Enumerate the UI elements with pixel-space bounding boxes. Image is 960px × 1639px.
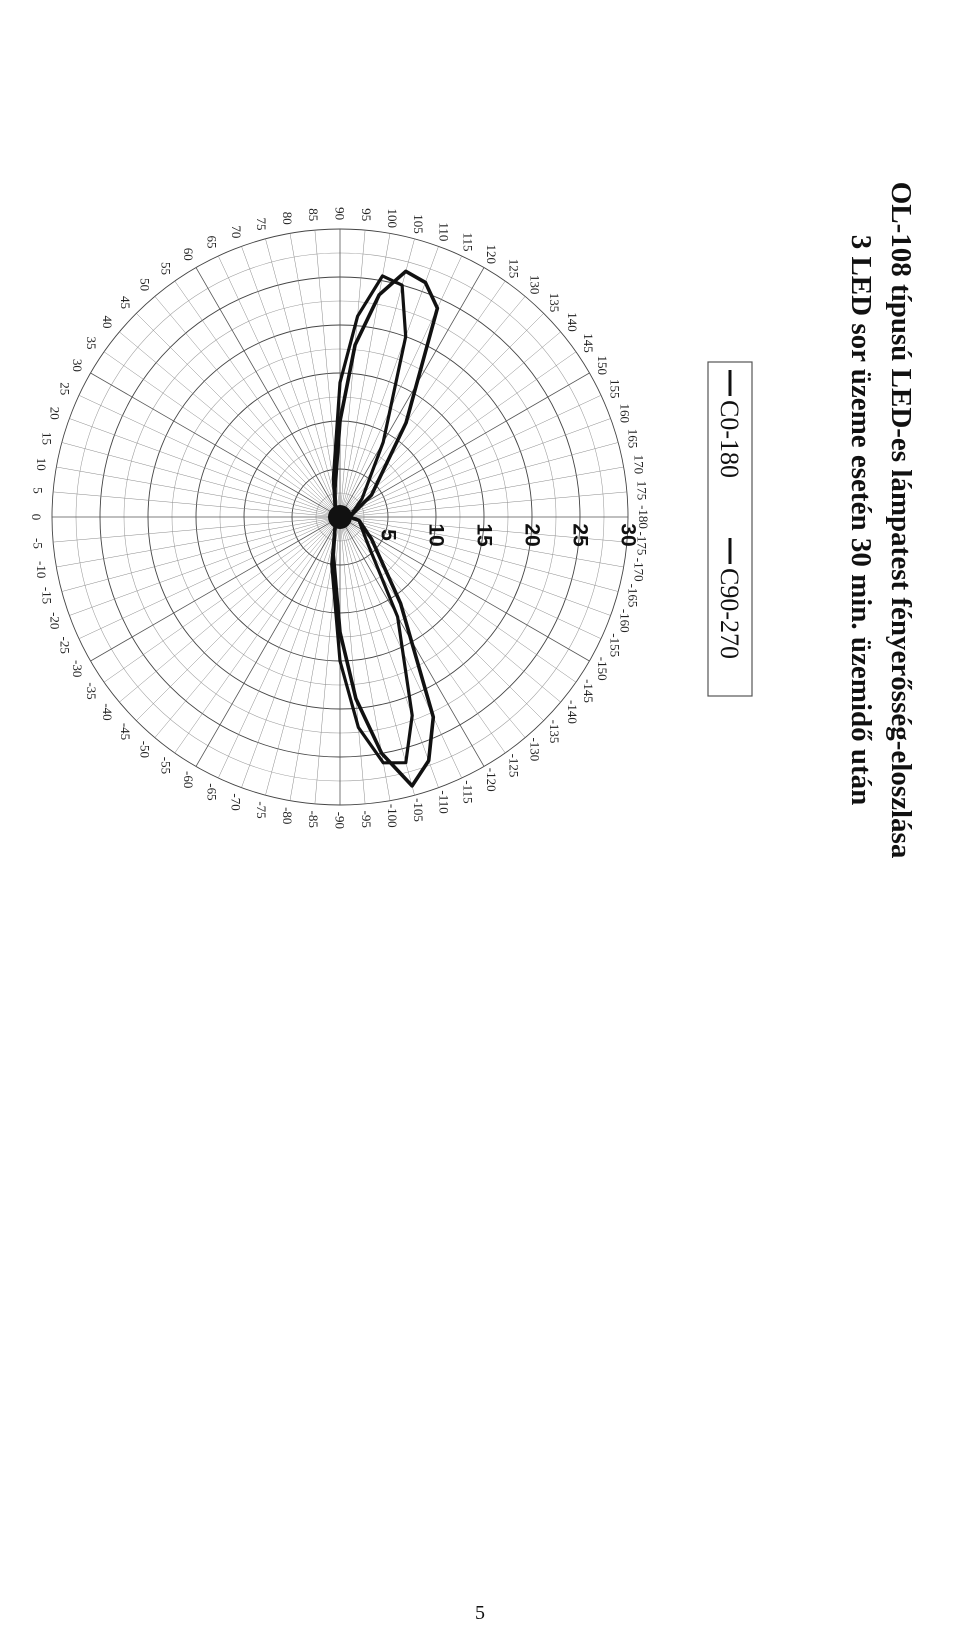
angle-tick-label: -5	[30, 538, 46, 549]
grid-spoke	[218, 517, 340, 778]
angle-tick-label: -60	[180, 771, 196, 789]
angle-tick-label: -95	[358, 810, 374, 828]
grid-spoke	[196, 268, 340, 517]
angle-tick-label: -40	[100, 703, 116, 721]
chart-title	[845, 182, 917, 859]
angle-tick-label: -75	[253, 801, 269, 819]
angle-tick-label: -65	[204, 783, 220, 801]
angle-tick-label: -35	[84, 682, 100, 700]
angle-tick-label: 170	[631, 454, 647, 475]
plot-area	[29, 207, 651, 829]
angle-tick-label: 100	[385, 208, 401, 228]
grid-spoke	[91, 517, 340, 661]
angle-tick-label: 70	[228, 225, 244, 239]
angle-tick-label: 165	[625, 428, 641, 449]
angle-tick-label: -140	[564, 700, 580, 724]
angle-tick-label: -25	[57, 636, 73, 654]
radial-tick-label: 5	[376, 529, 400, 541]
angle-tick-label: 95	[358, 208, 374, 222]
angle-tick-label: 20	[47, 406, 63, 420]
radial-tick-label: 10	[424, 523, 448, 547]
angle-tick-label: -115	[460, 780, 476, 804]
angle-tick-label: -130	[527, 737, 543, 762]
angle-tick-label: 60	[180, 247, 196, 261]
grid-spoke	[340, 517, 439, 788]
angle-tick-label: 115	[460, 232, 476, 252]
angle-tick-label: 65	[204, 235, 220, 249]
grid-spoke	[62, 442, 340, 517]
angle-tick-label: -15	[39, 586, 55, 605]
angle-tick-label: -105	[411, 798, 427, 822]
angle-tick-label: -100	[385, 803, 401, 828]
angle-tick-label: -125	[506, 753, 522, 778]
angle-tick-label: 140	[564, 312, 580, 332]
angle-tick-label: 85	[306, 208, 322, 222]
radial-tick-label: 25	[568, 523, 592, 547]
radial-tick-label: 15	[472, 523, 496, 547]
radial-tick-labels	[377, 523, 640, 547]
angle-tick-label: 25	[57, 382, 73, 396]
angle-tick-label: 110	[436, 222, 452, 242]
angle-tick-label: 120	[484, 244, 500, 265]
angle-tick-label: -165	[625, 583, 641, 608]
grid-spoke	[340, 268, 484, 517]
angle-tick-label: 145	[580, 333, 596, 353]
angle-tick-label: -55	[158, 756, 174, 775]
angle-tick-label: 125	[506, 258, 522, 279]
angle-tick-label: 135	[547, 292, 563, 313]
angle-tick-label: -120	[484, 767, 500, 792]
grid-spoke	[340, 442, 618, 517]
chart-title-line-1: OL-108 típusú LED-es lámpatest fényerősség-eloszlása	[885, 181, 917, 859]
angle-tick-label: -175	[634, 531, 650, 556]
grid-spoke	[265, 239, 340, 517]
angle-tick-label: -145	[580, 679, 596, 703]
angle-tick-label: -180	[635, 505, 651, 529]
grid-spoke	[218, 256, 340, 517]
radial-tick-label: 30	[616, 523, 640, 547]
angle-tick-label: 75	[253, 217, 269, 231]
grid-spoke	[69, 517, 340, 616]
grid-spoke	[241, 246, 340, 517]
angle-tick-label: 30	[69, 358, 85, 372]
angle-tick-label: -150	[595, 656, 611, 681]
angle-tick-label: -160	[617, 608, 633, 633]
angle-tick-label: 175	[634, 480, 650, 501]
angle-tick-label: -20	[47, 612, 63, 630]
angle-tick-label: 80	[279, 211, 295, 225]
angle-tick-label: 90	[332, 207, 348, 221]
grid-spoke	[265, 517, 340, 795]
grid-spoke	[340, 373, 589, 517]
chart-legend	[708, 362, 752, 696]
angle-tick-label: 150	[595, 355, 611, 376]
page-number: 5	[475, 1602, 485, 1624]
legend-label-c90-270: C90-270	[715, 568, 744, 659]
angle-tick-label: 55	[158, 262, 174, 276]
angle-tick-label: -70	[228, 793, 244, 811]
angle-tick-label: 40	[100, 315, 116, 329]
grid-spoke	[340, 239, 415, 517]
grid-spoke	[79, 517, 340, 639]
grid-spoke	[241, 517, 340, 788]
angle-tick-label: -170	[631, 557, 647, 582]
angle-tick-label: 105	[411, 214, 427, 234]
angle-tick-label: -135	[547, 719, 563, 744]
grid-spoke	[340, 418, 611, 517]
angle-tick-label: 160	[617, 403, 633, 423]
angle-tick-label: -85	[306, 810, 322, 828]
angle-tick-label: -10	[33, 561, 49, 579]
angle-tick-label: 155	[607, 379, 623, 399]
angle-tick-label: 50	[137, 278, 153, 292]
angle-tick-label: 0	[29, 513, 45, 521]
legend-label-c0-180: C0-180	[715, 400, 744, 478]
grid-spoke	[91, 373, 340, 517]
radial-tick-label: 20	[520, 523, 544, 547]
angle-tick-label: -30	[69, 660, 85, 678]
angle-tick-label: -80	[279, 807, 295, 825]
angle-tick-label: 5	[30, 487, 46, 494]
angle-tick-label: -45	[117, 722, 133, 741]
angle-tick-label: -90	[332, 811, 348, 830]
grid-spoke	[69, 418, 340, 517]
angle-tick-label: 45	[117, 295, 133, 309]
chart-title-line-2: 3 LED sor üzeme esetén 30 min. üzemidő után	[845, 234, 877, 806]
angle-tick-label: 35	[84, 336, 100, 350]
grid-spoke	[196, 517, 340, 766]
angle-tick-label: 130	[527, 274, 543, 295]
angle-tick-label: -155	[607, 633, 623, 658]
angle-tick-label: 10	[33, 457, 49, 471]
grid-spoke	[62, 517, 340, 592]
angle-tick-label: -50	[137, 740, 153, 759]
angle-tick-label: 15	[39, 431, 55, 445]
grid-spoke	[79, 395, 340, 517]
grid-spoke	[340, 256, 462, 517]
angle-tick-label: -110	[436, 790, 452, 814]
origin-marker	[328, 505, 352, 529]
